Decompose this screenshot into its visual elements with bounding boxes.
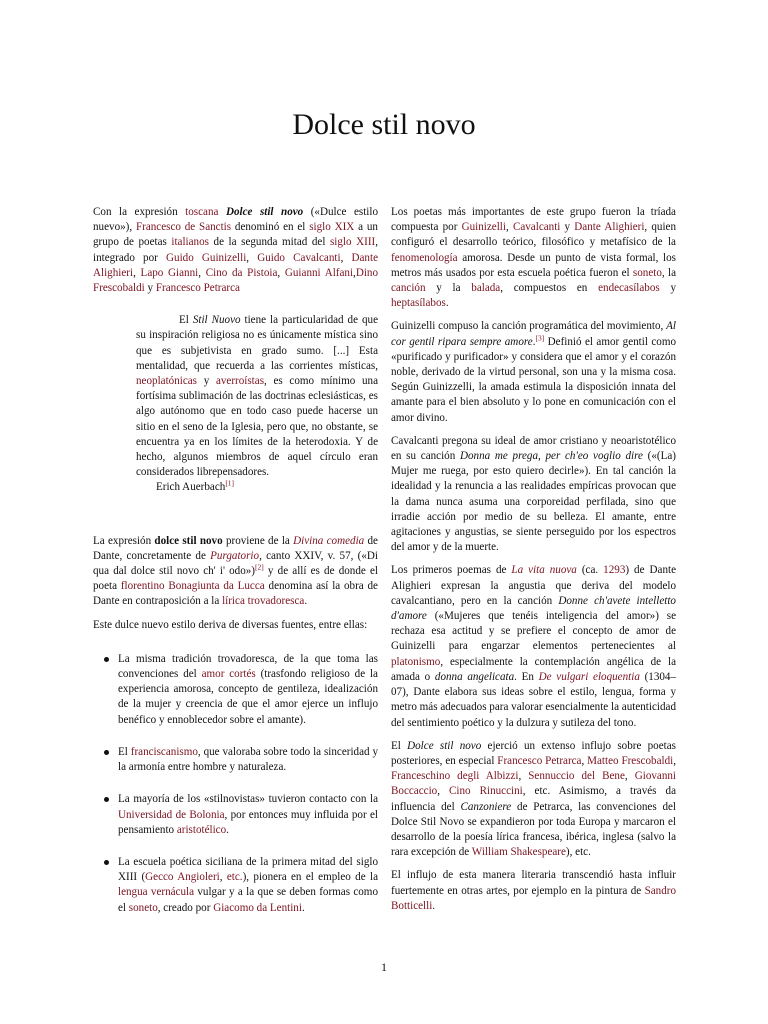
link-dante-alighieri[interactable]: Dante Alighieri <box>93 251 378 279</box>
link-heptasilabos[interactable]: heptasílabos <box>391 297 446 310</box>
link-de-vulgari-eloquentia[interactable]: De vulgari eloquentia <box>538 670 640 683</box>
link-fenomenologia[interactable]: fenomenología <box>391 251 458 264</box>
link-guido-guinizelli[interactable]: Guido Guinizelli <box>166 251 247 264</box>
list-item: El franciscanismo, que valoraba sobre todo la sinceridad y la armonía entre hombre y naturaleza. <box>93 745 378 775</box>
paragraph-influence: El Dolce stil novo ejerció un extenso influjo sobre poetas posteriores, en especial Francesco Petrarca, Matteo Frescobaldi, Franceschino degli Albizzi, Sennuccio del Bene, Giovanni Boccaccio, Cino Rinuccini, etc. Asimismo, a través da influencia del Canzoniere de Petrarca, las convenciones del Dolce Stil Novo se expandieron por toda Europa y marcaron el desarrollo de la poesía lírica francesa, ibérica, inglesa (salvo la rara excepción de William Shakespeare), etc. <box>391 739 677 859</box>
link-balada[interactable]: balada <box>471 282 501 295</box>
bullet-icon <box>104 657 109 662</box>
paragraph-sources: Este dulce nuevo estilo deriva de diversas fuentes, entre ellas: <box>93 618 368 631</box>
sources-list <box>93 652 378 916</box>
link-lirica-trovadoresca[interactable]: lírica trovadoresca <box>222 595 305 608</box>
link-william-shakespeare[interactable]: William Shakespeare <box>471 846 566 859</box>
link-cino-rinuccini[interactable]: Cino Rinuccini <box>449 785 523 798</box>
bullet-icon <box>104 750 109 755</box>
list-item: La escuela poética siciliana de la primera mitad del siglo XIII (Gecco Angioleri, etc.), pionera en el empleo de la lengua vernácula vulgar y a la que se deben formas como el soneto, creado por Giacomo da Lentini. <box>93 855 378 916</box>
link-purgatorio[interactable]: Purgatorio <box>210 549 260 562</box>
link-toscana[interactable]: toscana <box>185 206 219 218</box>
paragraph-dante: Los primeros poemas de La vita nuova (ca. 1293) de Dante Alighieri expresan la angustia que deriva del modelo cavalcantiano, pero en la canción Donne ch'avete intelletto d'amore («Mujeres que tenéis inteligencia del amor») se rechaza esa actitud y se prefiere el concepto de amor de Guinizelli para engarzar elementos pertenecientes al platonismo, especialmente la contemplación angélica de la amada o donna angelicata. En De vulgari eloquentia (1304–07), Dante elabora sus ideas sobre el estilo, lengua, forma y metro más adecuados para valorar esencialmente la autenticidad del sentimiento poético y la dulzura y sutileza del tono. <box>391 564 677 729</box>
blockquote <box>136 313 378 495</box>
link-italianos[interactable]: italianos <box>171 236 209 249</box>
link-lengua-vernacula[interactable]: lengua vernácula <box>118 886 195 899</box>
link-sennuccio-del-bene[interactable]: Sennuccio del Bene <box>528 770 625 783</box>
paragraph-arts: El influjo de esta manera literaria transcendió hasta influir fuertemente en otras artes, por ejemplo en la pintura de Sandro Botticelli. <box>391 869 676 912</box>
link-sandro-botticelli[interactable]: Sandro Botticelli <box>391 884 676 912</box>
bullet-icon <box>104 797 109 802</box>
quote-attribution: Erich Auerbach[1] <box>156 478 235 494</box>
link-la-vita-nuova[interactable]: La vita nuova <box>511 564 577 577</box>
link-lapo-gianni[interactable]: Lapo Gianni <box>140 266 199 279</box>
page-title: Dolce stil novo <box>292 108 476 141</box>
list-item: La misma tradición trovadoresca, de la que toma las convenciones del amor cortés (trasfondo religioso de la experiencia amorosa, concepto de gentileza, idealización de la mujer y creencia de que el amor ejerce un influjo benéfico y ennoblecedor sobre el amante). <box>93 652 378 728</box>
left-column <box>93 205 378 916</box>
link-franciscanismo[interactable]: franciscanismo <box>130 745 198 758</box>
link-franceschino-degli-albizzi[interactable]: Franceschino degli Albizzi <box>391 770 519 783</box>
list-item: La mayoría de los «stilnovistas» tuvieron contacto con la Universidad de Bolonia, por entonces muy influida por el pensamiento aristotélico. <box>93 792 378 838</box>
link-divina-comedia[interactable]: Divina comedia <box>293 534 365 547</box>
link-florentino[interactable]: florentino <box>120 580 165 593</box>
link-cavalcanti[interactable]: Cavalcanti <box>512 221 561 234</box>
paragraph-cavalcanti: Cavalcanti pregona su ideal de amor cristiano y neoaristotélico en su canción Donna me prega, per ch'eo voglio dire («(La) Mujer me ruega, por esto quiero decirle»). En tal canción la idealidad y la renuncia a las realidades empíricas provocan que la dama nunca asuma una corporeidad perfilada, sino que irradie acción por medio de su belleza. El amante, entre agitaciones y angustias, se siente perseguido por los espectros del amor y de la muerte. <box>391 434 676 554</box>
link-aristotelico[interactable]: aristotélico <box>176 823 227 836</box>
link-giacomo-da-lentini[interactable]: Giacomo da Lentini <box>213 901 302 914</box>
bullet-icon <box>104 860 109 865</box>
intro-paragraph: Con la expresión toscana Dolce stil novo («Dulce estilo nuevo»), Francesco de Sanctis denominó en el siglo XIX a un grupo de poetas italianos de la segunda mitad del siglo XIII, integrado por Guido Guinizelli, Guido Cavalcanti, Dante Alighieri, Lapo Gianni, Cino da Pistoia, Guianni Alfani,Dino Frescobaldi y Francesco Petrarca <box>93 206 379 295</box>
ref-3[interactable]: [3] <box>535 332 545 342</box>
link-siglo-xix[interactable]: siglo XIX <box>309 221 355 234</box>
link-amor-cortes[interactable]: amor cortés <box>201 668 256 681</box>
paragraph-origin: La expresión dolce stil novo proviene de la Divina comedia de Dante, concretamente de Purgatorio, canto XXIV, v. 57, («Di qua dal dolce stil novo ch' i' odo»)[2] y de allí es de donde el poeta florentino Bonagiunta da Lucca denomina así la obra de Dante en contraposición a la lírica trovadoresca. <box>93 534 378 608</box>
link-giovanni-boccaccio[interactable]: Giovanni Boccaccio <box>391 770 677 798</box>
ref-1[interactable]: [1] <box>225 478 235 488</box>
link-bonagiunta-da-lucca[interactable]: Bonagiunta da Lucca <box>168 580 265 593</box>
link-soneto[interactable]: soneto <box>632 266 662 279</box>
link-etc[interactable]: etc. <box>226 871 243 884</box>
link-francesco-de-sanctis[interactable]: Francesco de Sanctis <box>135 221 232 234</box>
link-guianni-alfani[interactable]: Guianni Alfani <box>284 266 354 279</box>
quote-text: El Stil Nuovo tiene la particularidad de que su inspiración religiosa no es únicamente mística sino que es subjetivista en grado sumo. [...] Esta mentalidad, que recuerda a las corrientes místicas, neoplatónicas y averroístas, es como mínimo una fortísima sublimación de las doctrinas eclesiásticas, es algo autónomo que en todo caso puede hacerse un sitio en el seno de la Iglesia, pero que, no obstante, se encuentra ya en los límites de la heterodoxia. Y de hecho, algunos miembros de aquel círculo eran considerados librepensadores. <box>136 314 379 479</box>
link-guido-cavalcanti[interactable]: Guido Cavalcanti <box>257 251 341 264</box>
paragraph-poets: Los poetas más importantes de este grupo fueron la tríada compuesta por Guinizelli, Cavalcanti y Dante Alighieri, quien configuró el desarrollo teórico, filosófico y metafísico de la fenomenología amorosa. Desde un punto de vista formal, los metros más usados por esta escuela poética fueron el soneto, la canción y la balada, compuestos en endecasílabos y heptasílabos. <box>391 206 677 310</box>
link-1293[interactable]: 1293 <box>603 564 626 577</box>
link-cancion[interactable]: canción <box>391 282 426 295</box>
paragraph-guinizelli: Guinizelli compuso la canción programática del movimiento, Al cor gentil ripara sempre amore.[3] Definió el amor gentil como «purificado y purificador» y considera que el amor y el corazón noble, derivado de la virtud personal, son una y la misma cosa. Según Guinizzelli, la amada estimula la disposición innata del amante para el bien absoluto y lo pone en comunicación con el amor divino. <box>391 320 676 424</box>
link-gecco-angioleri[interactable]: Gecco Angioleri <box>145 871 220 884</box>
link-endecasilabos[interactable]: endecasílabos <box>598 282 660 295</box>
page-number: 1 <box>381 960 387 974</box>
right-column <box>391 205 676 914</box>
link-universidad-de-bolonia[interactable]: Universidad de Bolonia <box>118 808 225 821</box>
link-soneto[interactable]: soneto <box>128 901 158 914</box>
link-neoplatonicas[interactable]: neoplatónicas <box>136 375 197 388</box>
link-cino-da-pistoia[interactable]: Cino da Pistoia <box>205 266 278 279</box>
link-francesco-petrarca[interactable]: Francesco Petrarca <box>155 282 240 295</box>
link-dino-frescobaldi[interactable]: Dino Frescobaldi <box>93 266 379 295</box>
link-platonismo[interactable]: platonismo <box>391 655 441 668</box>
link-francesco-petrarca[interactable]: Francesco Petrarca <box>497 754 582 767</box>
link-dante-alighieri[interactable]: Dante Alighieri <box>574 221 645 234</box>
ref-2[interactable]: [2] <box>255 562 264 572</box>
link-siglo-xiii[interactable]: siglo XIII <box>329 236 376 249</box>
link-matteo-frescobaldi[interactable]: Matteo Frescobaldi <box>587 754 674 767</box>
link-averroistas[interactable]: averroístas <box>215 375 265 388</box>
link-guinizelli[interactable]: Guinizelli <box>461 221 506 234</box>
